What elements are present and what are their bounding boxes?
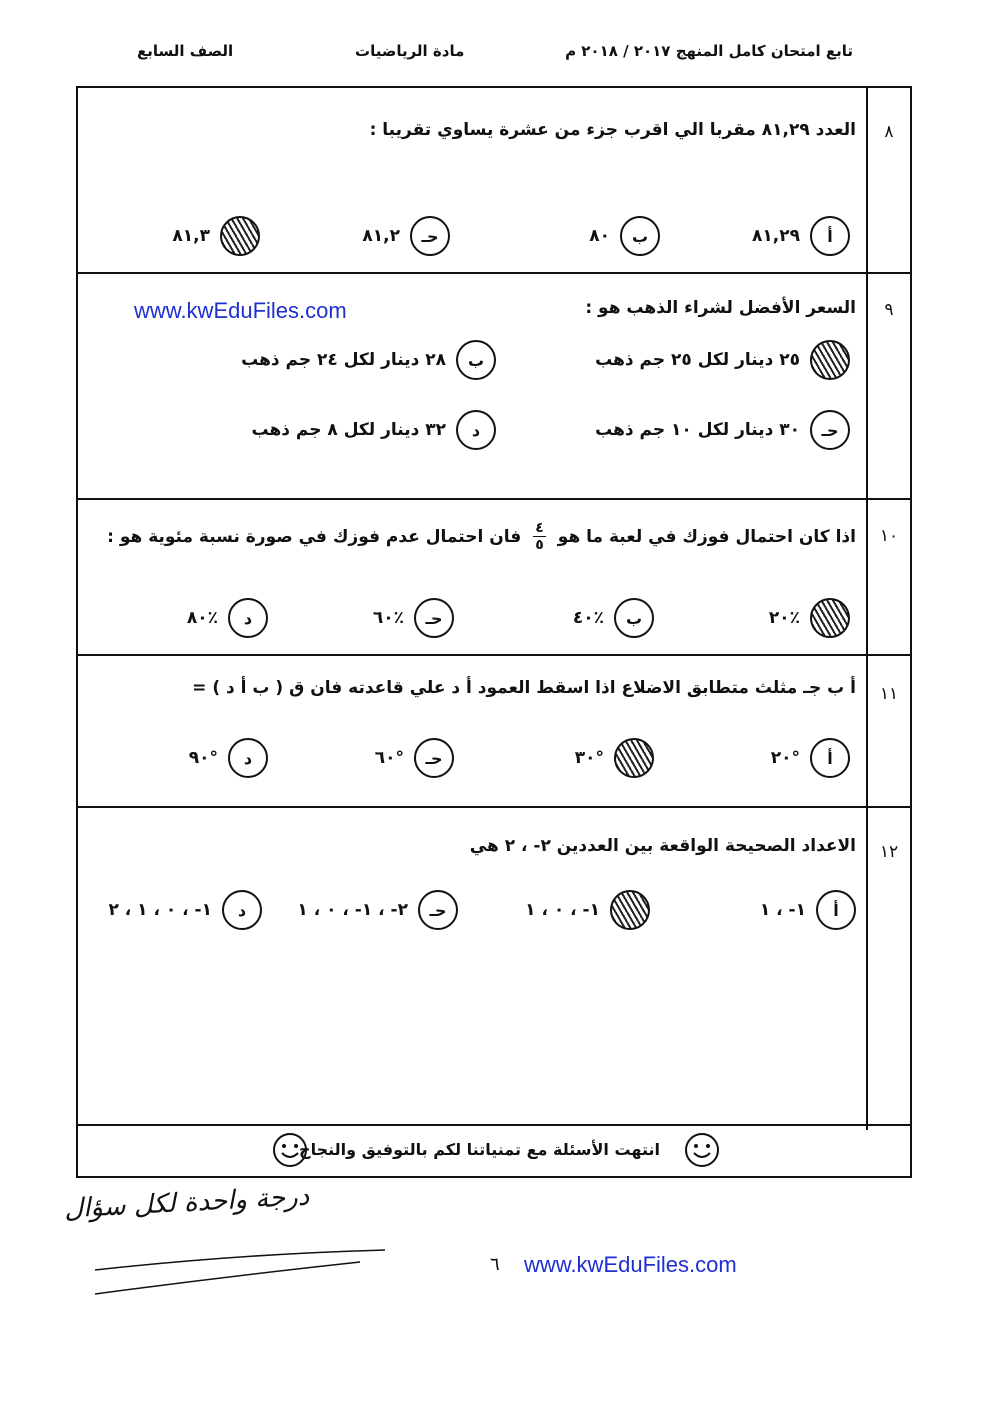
question-number: ١١ xyxy=(879,684,899,704)
option-letter-circle: ب xyxy=(614,598,654,638)
watermark-link[interactable]: www.kwEduFiles.com xyxy=(524,1252,737,1277)
option-d[interactable]: د ٣٢ دينار لكل ٨ جم ذهب xyxy=(251,410,496,450)
question-text: العدد ٨١,٢٩ مقربا الي اقرب جزء من عشرة يساوي تقريبا : xyxy=(369,120,856,140)
option-letter-circle: ب xyxy=(620,216,660,256)
option-a[interactable]: أ ١- ، ١ xyxy=(760,890,856,930)
option-c[interactable]: حـ ٣٠ دينار لكل ١٠ جم ذهب xyxy=(595,410,850,450)
option-letter-circle: أ xyxy=(810,216,850,256)
option-d[interactable]: ٨١,٣ xyxy=(172,216,260,256)
option-letter-circle: د xyxy=(222,890,262,930)
smiley-icon xyxy=(272,1132,308,1168)
exam-title: تابع امتحان كامل المنهج ٢٠١٧ / ٢٠١٨ م xyxy=(565,42,853,60)
option-b[interactable]: ب ٨٠ xyxy=(589,216,660,256)
option-a[interactable]: أ °٢٠ xyxy=(771,738,850,778)
closing-footer xyxy=(78,1124,910,1176)
question-11-row xyxy=(78,656,910,808)
option-letter-circle: حـ xyxy=(414,738,454,778)
option-b[interactable]: ب ٢٨ دينار لكل ٢٤ جم ذهب xyxy=(241,340,496,380)
fraction: $\frac{٤}{٥}$ xyxy=(535,520,544,553)
question-12-row xyxy=(78,808,910,1130)
option-d[interactable]: د °٩٠ xyxy=(189,738,268,778)
questions-table xyxy=(76,86,912,1178)
option-letter-circle: حـ xyxy=(418,890,458,930)
option-b[interactable]: °٣٠ xyxy=(575,738,654,778)
option-letter-circle: د xyxy=(228,738,268,778)
option-b[interactable]: ب ٪٤٠ xyxy=(573,598,654,638)
question-number: ١٠ xyxy=(879,526,899,546)
handwritten-note: درجة واحدة لكل سؤال xyxy=(63,1181,310,1225)
question-10-row xyxy=(78,500,910,656)
question-number: ١٢ xyxy=(879,842,899,862)
option-d[interactable]: د ٪٨٠ xyxy=(187,598,268,638)
marked-answer-circle xyxy=(810,598,850,638)
option-c[interactable]: حـ °٦٠ xyxy=(375,738,454,778)
option-letter-circle: ب xyxy=(456,340,496,380)
question-text: اذا كان احتمال فوزك في لعبة ما هو $\frac{٤}{٥}$ فان احتمال عدم فوزك في صورة نسبة مئوية هو : xyxy=(107,520,856,553)
option-c[interactable]: حـ ٨١,٢ xyxy=(362,216,450,256)
marked-answer-circle xyxy=(614,738,654,778)
question-text: الاعداد الصحيحة الواقعة بين العددين ٢- ، ٢ هي xyxy=(469,836,856,856)
option-letter-circle: د xyxy=(456,410,496,450)
option-letter-circle: حـ xyxy=(414,598,454,638)
option-letter-circle: د xyxy=(228,598,268,638)
handwritten-underline xyxy=(90,1240,390,1300)
marked-answer-circle xyxy=(610,890,650,930)
option-a[interactable]: أ ٨١,٢٩ xyxy=(752,216,850,256)
question-8-row xyxy=(78,88,910,274)
marked-answer-circle xyxy=(810,340,850,380)
marked-answer-circle xyxy=(220,216,260,256)
option-d[interactable]: د ١- ، ٠ ، ١ ، ٢ xyxy=(108,890,262,930)
question-number: ٩ xyxy=(884,300,894,320)
grade-label: الصف السابع xyxy=(137,42,234,60)
question-text: أ ب جـ مثلث متطابق الاضلاع اذا اسقط العمود أ د علي قاعدته فان ق ( ب أ د ) = xyxy=(192,678,856,698)
question-text: السعر الأفضل لشراء الذهب هو : xyxy=(585,298,856,318)
option-letter-circle: حـ xyxy=(810,410,850,450)
option-a[interactable]: ٪٢٠ xyxy=(769,598,850,638)
subject-label: مادة الرياضيات xyxy=(355,42,465,60)
option-a[interactable]: ٢٥ دينار لكل ٢٥ جم ذهب xyxy=(595,340,850,380)
closing-text: انتهت الأسئلة مع تمنياتنا لكم بالتوفيق والنجاح xyxy=(299,1140,660,1159)
option-c[interactable]: حـ ٪٦٠ xyxy=(373,598,454,638)
watermark-link[interactable]: www.kwEduFiles.com xyxy=(134,298,347,323)
option-b[interactable]: ١- ، ٠ ، ١ xyxy=(525,890,650,930)
option-letter-circle: حـ xyxy=(410,216,450,256)
page-number: ٦ xyxy=(490,1254,500,1275)
option-letter-circle: أ xyxy=(816,890,856,930)
option-letter-circle: أ xyxy=(810,738,850,778)
smiley-icon xyxy=(684,1132,720,1168)
option-c[interactable]: حـ ٢- ، ١- ، ٠ ، ١ xyxy=(297,890,458,930)
question-number: ٨ xyxy=(884,122,894,142)
